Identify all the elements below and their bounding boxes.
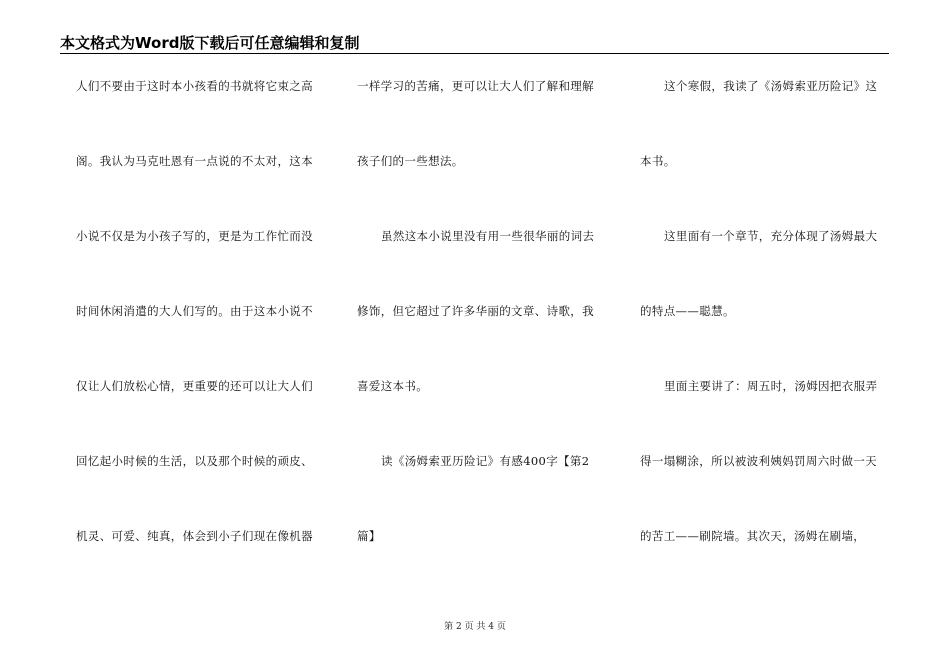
text-line: 喜爱这本书。 (357, 379, 429, 393)
text-line: 孩子们的一些想法。 (357, 154, 464, 168)
page-number-footer: 第 2 页 共 4 页 (444, 622, 506, 632)
text-line: 本书。 (640, 154, 676, 168)
text-line: 得一塌糊涂，所以被波利姨妈罚周六时做一天 (640, 454, 877, 468)
text-line: 这里面有一个章节，充分体现了汤姆最大 (664, 229, 878, 243)
text-line: 仅让人们放松心情，更重要的还可以让大人们 (76, 379, 313, 393)
header-divider (60, 53, 889, 54)
text-line: 一样学习的苦痛，更可以让大人们了解和理解 (357, 79, 594, 93)
text-line: 机灵、可爱、纯真，体会到小子们现在像机器 (76, 529, 313, 543)
text-line: 修饰，但它超过了许多华丽的文章、诗歌，我 (357, 304, 594, 318)
text-line: 回忆起小时候的生活，以及那个时候的顽皮、 (76, 454, 313, 468)
text-column-3 (640, 78, 885, 603)
section-heading-line: 篇】 (357, 529, 381, 543)
text-line: 这个寒假，我读了《汤姆索亚历险记》这 (664, 79, 878, 93)
text-column-2 (357, 78, 602, 603)
text-line: 的特点——聪慧。 (640, 304, 735, 318)
text-line: 人们不要由于这时本小孩看的书就将它束之高 (76, 79, 313, 93)
text-line: 虽然这本小说里没有用一些很华丽的词去 (381, 229, 595, 243)
text-line: 阁。我认为马克吐恩有一点说的不太对，这本 (76, 154, 313, 168)
text-line: 小说不仅是为小孩子写的，更是为工作忙而没 (76, 229, 313, 243)
text-line: 里面主要讲了：周五时，汤姆因把衣服弄 (664, 379, 878, 393)
text-column-1 (76, 78, 321, 603)
text-line: 时间休闲消遣的大人们写的。由于这本小说不 (76, 304, 313, 318)
section-heading-line: 读《汤姆索亚历险记》有感400字【第2 (381, 454, 590, 468)
text-line: 的苦工——刷院墙。其次天，汤姆在刷墙， (640, 529, 866, 543)
document-header-title: 本文格式为Word版下载后可任意编辑和复制 (60, 34, 360, 52)
